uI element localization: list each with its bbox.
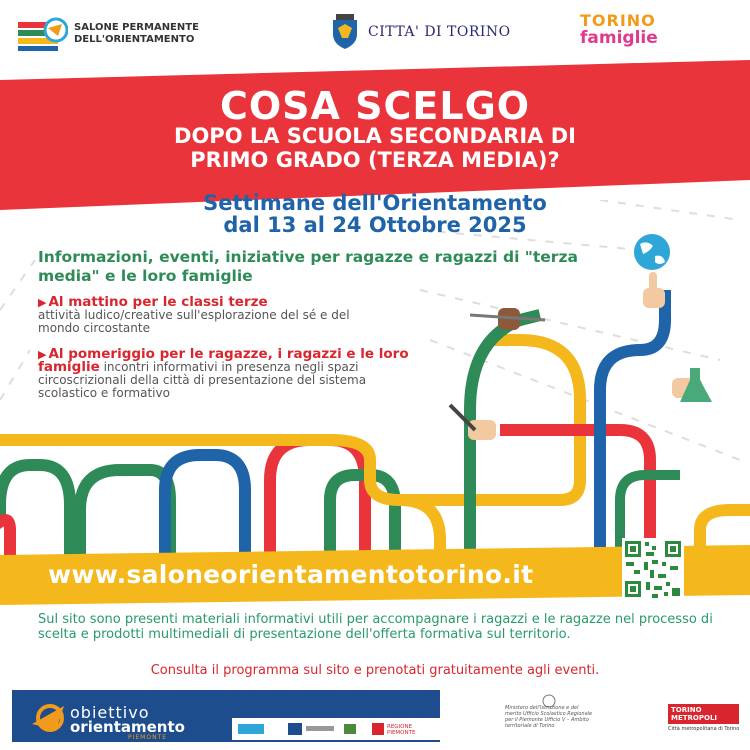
qr-code-icon[interactable] [622, 538, 684, 600]
intro-text: Informazioni, eventi, iniziative per ragazze e ragazzi di "terza media" e le loro famiglie [38, 248, 578, 285]
hand-flask-icon [672, 368, 712, 402]
salone-logo-icon [18, 14, 68, 54]
main-title: COSA SCELGO [219, 84, 531, 128]
obiettivo-logo-icon [30, 700, 70, 736]
arrow-right-icon: ▶ [38, 348, 47, 361]
famiglie-line1: TORINO [580, 11, 656, 30]
bullet-afternoon-head: Al pomeriggio per le ragazze, i ragazzi e le loro famiglie [38, 346, 409, 375]
regione-text: REGIONE PIEMONTE [387, 724, 416, 736]
globe-icon [625, 232, 685, 312]
torino-metropoli-logo [668, 704, 739, 732]
event-dates [0, 192, 750, 236]
info-text: Sul sito sono presenti materiali informativi utili per accompagnare i ragazzi e le ragazze nel processo di scelta e prodotti multimediali di presentazione dell'offerta formativa sul territorio. [38, 612, 713, 642]
orientamento-text: orientamento [70, 718, 185, 736]
city-title: CITTA' DI TORINO [368, 24, 511, 40]
call-to-action: Consulta il programma sul sito e prenotati gratuitamente agli eventi. [150, 663, 600, 678]
subtitle [0, 124, 750, 172]
partner-logos [232, 718, 440, 740]
bullet-morning-head: Al mattino per le classi terze [48, 294, 268, 310]
obiettivo-text: obiettivo [70, 703, 150, 722]
tm-subtitle: Città metropolitana di Torino [668, 726, 740, 732]
ministero-text: Ministero dell'Istruzione e del merito Ufficio Scolastico Regionale per il Piemonte Ufficio V – Ambito territoriale di Torino [505, 705, 593, 729]
tm-line1: TORINO [671, 706, 702, 714]
website-link[interactable]: www.saloneorientamentotorino.it [48, 560, 534, 589]
famiglie-line2: famiglie [580, 28, 658, 48]
city-logo [330, 14, 511, 50]
arrow-right-icon: ▶ [38, 296, 47, 309]
city-crest-icon [330, 14, 360, 50]
torino-famiglie-logo [580, 12, 658, 47]
tm-line2: METROPOLI [671, 714, 718, 722]
subtitle-line1: DOPO LA SCUOLA SECONDARIA DI [174, 124, 576, 148]
bullet-morning-body: attività ludico/creative sull'esplorazione del sé e del mondo circostante [38, 308, 350, 335]
salone-logo [18, 14, 204, 54]
salone-title: SALONE PERMANENTE DELL'ORIENTAMENTO [74, 22, 199, 45]
bullet-afternoon-body: incontri informativi in presenza negli spazi circoscrizionali della città di presentazione del sistema scolastico e formativo [38, 360, 367, 400]
event-date-range: dal 13 al 24 Ottobre 2025 [223, 213, 527, 237]
piemonte-text: PIEMONTE [128, 734, 168, 741]
subtitle-line2: PRIMO GRADO (TERZA MEDIA)? [190, 148, 560, 172]
event-title: Settimane dell'Orientamento [203, 191, 547, 215]
tm-box [668, 704, 739, 724]
